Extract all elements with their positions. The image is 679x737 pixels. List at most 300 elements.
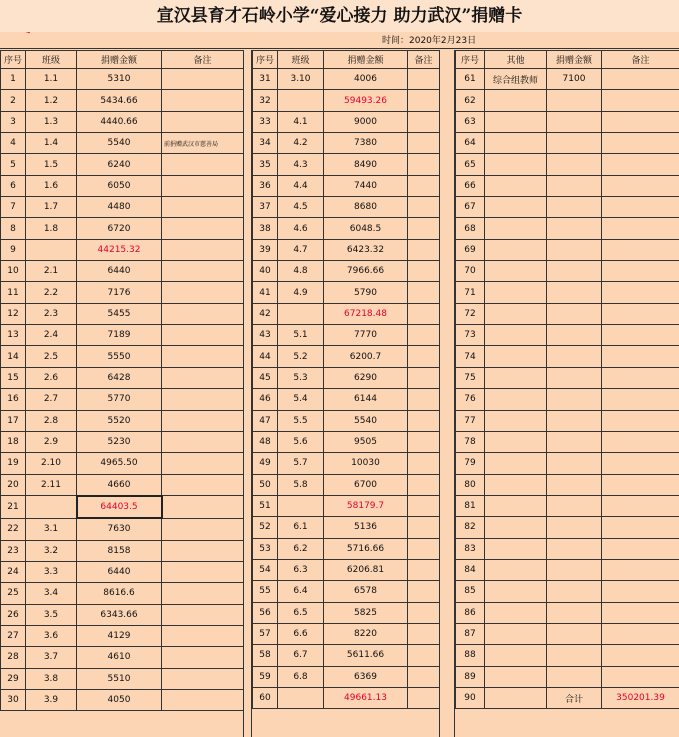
amount-cell[interactable]: 6369 — [324, 666, 408, 687]
note-cell[interactable] — [162, 431, 244, 452]
amount-cell[interactable] — [547, 325, 602, 346]
note-cell[interactable] — [162, 90, 244, 111]
class-cell[interactable]: 1.3 — [26, 111, 77, 132]
header-amount[interactable]: 捐赠金额 — [547, 51, 602, 69]
seq-cell[interactable]: 43 — [253, 325, 278, 346]
amount-cell[interactable]: 6700 — [324, 474, 408, 495]
seq-cell[interactable]: 48 — [253, 431, 278, 452]
seq-cell[interactable]: 62 — [456, 90, 485, 111]
amount-cell[interactable] — [547, 474, 602, 495]
seq-cell[interactable]: 21 — [1, 496, 26, 518]
seq-cell[interactable]: 36 — [253, 175, 278, 196]
note-cell[interactable] — [162, 453, 244, 474]
class-cell[interactable] — [485, 474, 547, 495]
header-class[interactable]: 班级 — [26, 51, 77, 69]
note-cell[interactable] — [602, 133, 679, 154]
seq-cell[interactable]: 22 — [1, 518, 26, 540]
class-cell[interactable]: 4.3 — [278, 154, 324, 175]
note-cell[interactable] — [162, 346, 244, 367]
seq-cell[interactable]: 7 — [1, 197, 26, 218]
class-cell[interactable] — [485, 282, 547, 303]
class-cell[interactable]: 4.7 — [278, 239, 324, 260]
seq-cell[interactable]: 13 — [1, 325, 26, 346]
note-cell[interactable] — [408, 623, 440, 644]
note-cell[interactable] — [602, 69, 679, 90]
amount-cell[interactable]: 5540 — [324, 410, 408, 431]
class-cell[interactable] — [485, 90, 547, 111]
class-cell[interactable] — [485, 389, 547, 410]
amount-cell[interactable]: 5770 — [77, 389, 162, 410]
note-cell[interactable] — [162, 647, 244, 668]
amount-cell[interactable]: 4480 — [77, 197, 162, 218]
amount-cell[interactable]: 5611.66 — [324, 645, 408, 666]
seq-cell[interactable]: 50 — [253, 474, 278, 495]
class-cell[interactable]: 6.6 — [278, 623, 324, 644]
class-cell[interactable]: 6.8 — [278, 666, 324, 687]
note-cell[interactable] — [408, 218, 440, 239]
note-cell[interactable] — [602, 453, 679, 474]
amount-cell[interactable]: 9505 — [324, 431, 408, 452]
seq-cell[interactable]: 24 — [1, 561, 26, 582]
note-cell[interactable] — [408, 431, 440, 452]
note-cell[interactable] — [162, 689, 244, 710]
seq-cell[interactable]: 44 — [253, 346, 278, 367]
seq-cell[interactable]: 23 — [1, 540, 26, 561]
note-cell[interactable] — [162, 282, 244, 303]
note-cell[interactable] — [602, 666, 679, 687]
class-cell[interactable]: 3.8 — [26, 668, 77, 689]
class-cell[interactable]: 3.3 — [26, 561, 77, 582]
seq-cell[interactable]: 58 — [253, 645, 278, 666]
note-cell[interactable] — [408, 687, 440, 708]
seq-cell[interactable]: 38 — [253, 218, 278, 239]
class-cell[interactable]: 2.3 — [26, 303, 77, 324]
class-cell[interactable]: 2.8 — [26, 410, 77, 431]
seq-cell[interactable]: 10 — [1, 261, 26, 282]
seq-cell[interactable]: 67 — [456, 197, 485, 218]
seq-cell[interactable]: 60 — [253, 687, 278, 708]
note-cell[interactable] — [162, 261, 244, 282]
header-class[interactable]: 其他 — [485, 51, 547, 69]
seq-cell[interactable]: 3 — [1, 111, 26, 132]
amount-cell[interactable]: 6206.81 — [324, 559, 408, 580]
note-cell[interactable] — [162, 518, 244, 540]
class-cell[interactable] — [485, 666, 547, 687]
amount-cell[interactable] — [547, 346, 602, 367]
note-cell[interactable] — [408, 389, 440, 410]
note-cell[interactable] — [162, 561, 244, 582]
note-cell[interactable] — [408, 133, 440, 154]
note-cell[interactable] — [602, 602, 679, 623]
note-cell[interactable] — [162, 197, 244, 218]
class-cell[interactable]: 6.5 — [278, 602, 324, 623]
header-note[interactable]: 备注 — [602, 51, 679, 69]
amount-cell[interactable] — [547, 133, 602, 154]
seq-cell[interactable]: 53 — [253, 538, 278, 559]
note-cell[interactable] — [408, 282, 440, 303]
seq-cell[interactable]: 26 — [1, 604, 26, 625]
amount-cell[interactable]: 合计 — [547, 687, 602, 708]
note-cell[interactable] — [602, 261, 679, 282]
seq-cell[interactable]: 76 — [456, 389, 485, 410]
seq-cell[interactable]: 57 — [253, 623, 278, 644]
class-cell[interactable]: 2.5 — [26, 346, 77, 367]
note-cell[interactable] — [602, 410, 679, 431]
seq-cell[interactable]: 66 — [456, 175, 485, 196]
amount-cell[interactable]: 6428 — [77, 367, 162, 388]
amount-cell[interactable] — [547, 111, 602, 132]
seq-cell[interactable]: 5 — [1, 154, 26, 175]
amount-cell[interactable]: 6423.32 — [324, 239, 408, 260]
amount-cell[interactable]: 5510 — [77, 668, 162, 689]
amount-cell[interactable] — [547, 367, 602, 388]
note-cell[interactable] — [408, 538, 440, 559]
amount-cell[interactable]: 5310 — [77, 69, 162, 90]
note-cell[interactable] — [602, 346, 679, 367]
class-cell[interactable]: 2.10 — [26, 453, 77, 474]
seq-cell[interactable]: 86 — [456, 602, 485, 623]
amount-cell[interactable] — [547, 282, 602, 303]
note-cell[interactable] — [602, 175, 679, 196]
seq-cell[interactable]: 2 — [1, 90, 26, 111]
class-cell[interactable]: 3.1 — [26, 518, 77, 540]
seq-cell[interactable]: 90 — [456, 687, 485, 708]
seq-cell[interactable]: 77 — [456, 410, 485, 431]
note-cell[interactable] — [408, 645, 440, 666]
seq-cell[interactable]: 45 — [253, 367, 278, 388]
seq-cell[interactable]: 87 — [456, 623, 485, 644]
class-cell[interactable]: 3.9 — [26, 689, 77, 710]
seq-cell[interactable]: 17 — [1, 410, 26, 431]
class-cell[interactable] — [485, 346, 547, 367]
note-cell[interactable] — [162, 474, 244, 496]
seq-cell[interactable]: 56 — [253, 602, 278, 623]
seq-cell[interactable]: 80 — [456, 474, 485, 495]
amount-cell[interactable]: 5455 — [77, 303, 162, 324]
class-cell[interactable]: 1.4 — [26, 133, 77, 154]
class-cell[interactable]: 综合组教师 — [485, 69, 547, 90]
note-cell[interactable] — [162, 239, 244, 260]
seq-cell[interactable]: 9 — [1, 239, 26, 260]
seq-cell[interactable]: 70 — [456, 261, 485, 282]
class-cell[interactable] — [485, 218, 547, 239]
seq-cell[interactable]: 61 — [456, 69, 485, 90]
class-cell[interactable] — [485, 197, 547, 218]
note-cell[interactable] — [162, 69, 244, 90]
class-cell[interactable] — [485, 239, 547, 260]
class-cell[interactable]: 1.8 — [26, 218, 77, 239]
amount-cell[interactable] — [547, 431, 602, 452]
note-cell[interactable]: 350201.39 — [602, 687, 679, 708]
class-cell[interactable]: 2.4 — [26, 325, 77, 346]
note-cell[interactable] — [408, 154, 440, 175]
note-cell[interactable] — [602, 282, 679, 303]
note-cell[interactable] — [408, 453, 440, 474]
seq-cell[interactable]: 89 — [456, 666, 485, 687]
amount-cell[interactable] — [547, 239, 602, 260]
class-cell[interactable] — [26, 239, 77, 260]
seq-cell[interactable]: 74 — [456, 346, 485, 367]
amount-cell[interactable]: 9000 — [324, 111, 408, 132]
class-cell[interactable] — [485, 623, 547, 644]
class-cell[interactable] — [485, 559, 547, 580]
seq-cell[interactable]: 59 — [253, 666, 278, 687]
seq-cell[interactable]: 32 — [253, 90, 278, 111]
amount-cell[interactable]: 4440.66 — [77, 111, 162, 132]
seq-cell[interactable]: 47 — [253, 410, 278, 431]
class-cell[interactable]: 5.6 — [278, 431, 324, 452]
class-cell[interactable]: 4.2 — [278, 133, 324, 154]
class-cell[interactable]: 5.3 — [278, 367, 324, 388]
seq-cell[interactable]: 40 — [253, 261, 278, 282]
class-cell[interactable]: 1.1 — [26, 69, 77, 90]
note-cell[interactable] — [408, 90, 440, 111]
seq-cell[interactable]: 8 — [1, 218, 26, 239]
seq-cell[interactable]: 63 — [456, 111, 485, 132]
amount-cell[interactable]: 4006 — [324, 69, 408, 90]
amount-cell[interactable] — [547, 261, 602, 282]
class-cell[interactable]: 5.2 — [278, 346, 324, 367]
note-cell[interactable] — [162, 496, 244, 518]
seq-cell[interactable]: 37 — [253, 197, 278, 218]
class-cell[interactable]: 2.2 — [26, 282, 77, 303]
note-cell[interactable] — [602, 495, 679, 516]
note-cell[interactable] — [408, 175, 440, 196]
note-cell[interactable] — [162, 668, 244, 689]
seq-cell[interactable]: 52 — [253, 517, 278, 538]
note-cell[interactable] — [408, 261, 440, 282]
class-cell[interactable]: 4.1 — [278, 111, 324, 132]
header-seq[interactable]: 序号 — [456, 51, 485, 69]
note-cell[interactable] — [602, 538, 679, 559]
seq-cell[interactable]: 12 — [1, 303, 26, 324]
seq-cell[interactable]: 65 — [456, 154, 485, 175]
note-cell[interactable] — [162, 540, 244, 561]
note-cell[interactable] — [408, 69, 440, 90]
amount-cell[interactable] — [547, 581, 602, 602]
amount-cell[interactable]: 7630 — [77, 518, 162, 540]
note-cell[interactable] — [162, 625, 244, 646]
seq-cell[interactable]: 16 — [1, 389, 26, 410]
seq-cell[interactable]: 42 — [253, 303, 278, 324]
amount-cell[interactable]: 5790 — [324, 282, 408, 303]
class-cell[interactable]: 2.9 — [26, 431, 77, 452]
amount-cell[interactable]: 6440 — [77, 261, 162, 282]
amount-cell[interactable]: 7176 — [77, 282, 162, 303]
amount-cell[interactable]: 7189 — [77, 325, 162, 346]
note-cell[interactable] — [602, 303, 679, 324]
class-cell[interactable]: 6.3 — [278, 559, 324, 580]
class-cell[interactable]: 5.1 — [278, 325, 324, 346]
seq-cell[interactable]: 34 — [253, 133, 278, 154]
note-cell[interactable] — [602, 218, 679, 239]
class-cell[interactable]: 1.6 — [26, 175, 77, 196]
class-cell[interactable] — [485, 261, 547, 282]
seq-cell[interactable]: 35 — [253, 154, 278, 175]
header-seq[interactable]: 序号 — [253, 51, 278, 69]
class-cell[interactable]: 2.1 — [26, 261, 77, 282]
note-cell[interactable] — [408, 346, 440, 367]
note-cell[interactable] — [162, 604, 244, 625]
note-cell[interactable] — [602, 623, 679, 644]
class-cell[interactable]: 1.2 — [26, 90, 77, 111]
note-cell[interactable] — [602, 474, 679, 495]
amount-cell[interactable] — [547, 389, 602, 410]
note-cell[interactable] — [408, 474, 440, 495]
class-cell[interactable]: 4.9 — [278, 282, 324, 303]
note-cell[interactable] — [602, 645, 679, 666]
class-cell[interactable]: 6.1 — [278, 517, 324, 538]
note-cell[interactable] — [408, 495, 440, 516]
amount-cell[interactable]: 8616.6 — [77, 583, 162, 604]
seq-cell[interactable]: 54 — [253, 559, 278, 580]
class-cell[interactable]: 5.5 — [278, 410, 324, 431]
note-cell[interactable] — [408, 303, 440, 324]
seq-cell[interactable]: 14 — [1, 346, 26, 367]
amount-cell[interactable]: 6720 — [77, 218, 162, 239]
class-cell[interactable]: 4.4 — [278, 175, 324, 196]
seq-cell[interactable]: 30 — [1, 689, 26, 710]
amount-cell[interactable]: 5434.66 — [77, 90, 162, 111]
seq-cell[interactable]: 28 — [1, 647, 26, 668]
seq-cell[interactable]: 15 — [1, 367, 26, 388]
class-cell[interactable]: 1.7 — [26, 197, 77, 218]
note-cell[interactable] — [602, 581, 679, 602]
amount-cell[interactable] — [547, 559, 602, 580]
amount-cell[interactable]: 8490 — [324, 154, 408, 175]
amount-cell[interactable] — [547, 623, 602, 644]
note-cell[interactable] — [408, 197, 440, 218]
amount-cell[interactable]: 7770 — [324, 325, 408, 346]
amount-cell[interactable] — [547, 175, 602, 196]
amount-cell[interactable]: 5825 — [324, 602, 408, 623]
class-cell[interactable]: 3.7 — [26, 647, 77, 668]
note-cell[interactable] — [602, 559, 679, 580]
amount-cell[interactable]: 6343.66 — [77, 604, 162, 625]
note-cell[interactable] — [602, 154, 679, 175]
seq-cell[interactable]: 31 — [253, 69, 278, 90]
note-cell[interactable] — [408, 325, 440, 346]
amount-cell[interactable]: 67218.48 — [324, 303, 408, 324]
amount-cell[interactable]: 5550 — [77, 346, 162, 367]
class-cell[interactable] — [278, 303, 324, 324]
amount-cell[interactable]: 7966.66 — [324, 261, 408, 282]
amount-cell[interactable]: 7380 — [324, 133, 408, 154]
note-cell[interactable] — [162, 410, 244, 431]
seq-cell[interactable]: 75 — [456, 367, 485, 388]
note-cell[interactable]: 前捐赠武汉市慈善局 — [162, 133, 244, 154]
note-cell[interactable] — [408, 602, 440, 623]
seq-cell[interactable]: 19 — [1, 453, 26, 474]
amount-cell[interactable]: 5716.66 — [324, 538, 408, 559]
class-cell[interactable] — [485, 111, 547, 132]
amount-cell[interactable]: 10030 — [324, 453, 408, 474]
class-cell[interactable]: 2.7 — [26, 389, 77, 410]
seq-cell[interactable]: 11 — [1, 282, 26, 303]
header-amount[interactable]: 捐赠金额 — [77, 51, 162, 69]
amount-cell[interactable]: 4610 — [77, 647, 162, 668]
class-cell[interactable] — [278, 687, 324, 708]
class-cell[interactable]: 3.5 — [26, 604, 77, 625]
amount-cell[interactable]: 5540 — [77, 133, 162, 154]
seq-cell[interactable]: 49 — [253, 453, 278, 474]
class-cell[interactable] — [485, 325, 547, 346]
amount-cell[interactable]: 7440 — [324, 175, 408, 196]
class-cell[interactable]: 5.7 — [278, 453, 324, 474]
seq-cell[interactable]: 73 — [456, 325, 485, 346]
amount-cell[interactable]: 4050 — [77, 689, 162, 710]
class-cell[interactable]: 2.6 — [26, 367, 77, 388]
seq-cell[interactable]: 88 — [456, 645, 485, 666]
note-cell[interactable] — [162, 154, 244, 175]
seq-cell[interactable]: 84 — [456, 559, 485, 580]
note-cell[interactable] — [602, 239, 679, 260]
seq-cell[interactable]: 25 — [1, 583, 26, 604]
class-cell[interactable]: 3.6 — [26, 625, 77, 646]
note-cell[interactable] — [162, 175, 244, 196]
note-cell[interactable] — [162, 367, 244, 388]
note-cell[interactable] — [162, 389, 244, 410]
amount-cell[interactable]: 4965.50 — [77, 453, 162, 474]
amount-cell[interactable]: 58179.7 — [324, 495, 408, 516]
class-cell[interactable] — [485, 133, 547, 154]
seq-cell[interactable]: 79 — [456, 453, 485, 474]
note-cell[interactable] — [162, 583, 244, 604]
note-cell[interactable] — [408, 111, 440, 132]
class-cell[interactable]: 4.6 — [278, 218, 324, 239]
class-cell[interactable] — [485, 175, 547, 196]
amount-cell[interactable]: 6200.7 — [324, 346, 408, 367]
class-cell[interactable] — [485, 602, 547, 623]
amount-cell[interactable]: 6440 — [77, 561, 162, 582]
header-seq[interactable]: 序号 — [1, 51, 26, 69]
amount-cell[interactable] — [547, 517, 602, 538]
header-amount[interactable]: 捐赠金额 — [324, 51, 408, 69]
amount-cell[interactable]: 5520 — [77, 410, 162, 431]
seq-cell[interactable]: 18 — [1, 431, 26, 452]
note-cell[interactable] — [408, 239, 440, 260]
amount-cell[interactable] — [547, 666, 602, 687]
class-cell[interactable]: 5.8 — [278, 474, 324, 495]
amount-cell[interactable]: 44215.32 — [77, 239, 162, 260]
class-cell[interactable]: 2.11 — [26, 474, 77, 496]
amount-cell[interactable]: 5230 — [77, 431, 162, 452]
class-cell[interactable]: 3.2 — [26, 540, 77, 561]
amount-cell[interactable] — [547, 645, 602, 666]
class-cell[interactable] — [485, 645, 547, 666]
class-cell[interactable]: 1.5 — [26, 154, 77, 175]
seq-cell[interactable]: 29 — [1, 668, 26, 689]
amount-cell[interactable]: 6578 — [324, 581, 408, 602]
amount-cell[interactable] — [547, 602, 602, 623]
seq-cell[interactable]: 81 — [456, 495, 485, 516]
seq-cell[interactable]: 4 — [1, 133, 26, 154]
amount-cell[interactable]: 8158 — [77, 540, 162, 561]
amount-cell[interactable]: 49661.13 — [324, 687, 408, 708]
amount-cell[interactable] — [547, 90, 602, 111]
amount-cell[interactable] — [547, 197, 602, 218]
note-cell[interactable] — [602, 90, 679, 111]
seq-cell[interactable]: 68 — [456, 218, 485, 239]
amount-cell[interactable]: 64403.5 — [77, 496, 162, 518]
class-cell[interactable] — [278, 90, 324, 111]
header-note[interactable]: 备注 — [162, 51, 244, 69]
note-cell[interactable] — [408, 581, 440, 602]
amount-cell[interactable]: 5136 — [324, 517, 408, 538]
amount-cell[interactable] — [547, 303, 602, 324]
note-cell[interactable] — [602, 517, 679, 538]
amount-cell[interactable] — [547, 154, 602, 175]
